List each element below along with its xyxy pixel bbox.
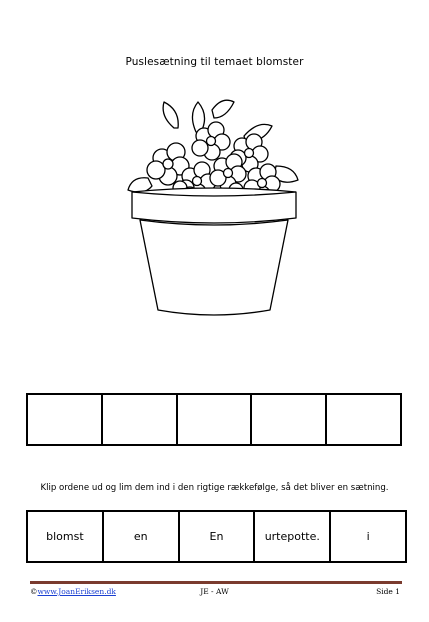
word-card[interactable]: en <box>103 511 179 562</box>
instruction-text: Klip ordene ud og lim dem ind i den rigtige rækkefølge, så det bliver en sætning. <box>40 483 389 493</box>
answer-box[interactable] <box>27 394 102 445</box>
answer-box[interactable] <box>177 394 252 445</box>
word-card[interactable]: i <box>330 511 406 562</box>
answer-box[interactable] <box>251 394 326 445</box>
answer-box[interactable] <box>102 394 177 445</box>
answer-box[interactable] <box>326 394 401 445</box>
word-card[interactable]: urtepotte. <box>254 511 330 562</box>
page-number: Side 1 <box>376 587 400 596</box>
footer-author: JE - AW <box>200 587 229 596</box>
word-card[interactable]: En <box>179 511 255 562</box>
footer-rule <box>30 581 402 584</box>
answer-grid <box>26 393 402 446</box>
flower-pot-illustration <box>126 96 302 324</box>
word-cards <box>26 510 407 563</box>
word-card[interactable]: blomst <box>27 511 103 562</box>
worksheet-title: Puslesætning til temaet blomster <box>125 56 304 68</box>
copyright-symbol: © <box>30 587 38 596</box>
website-link[interactable]: www.JoanEriksen.dk <box>37 587 116 596</box>
